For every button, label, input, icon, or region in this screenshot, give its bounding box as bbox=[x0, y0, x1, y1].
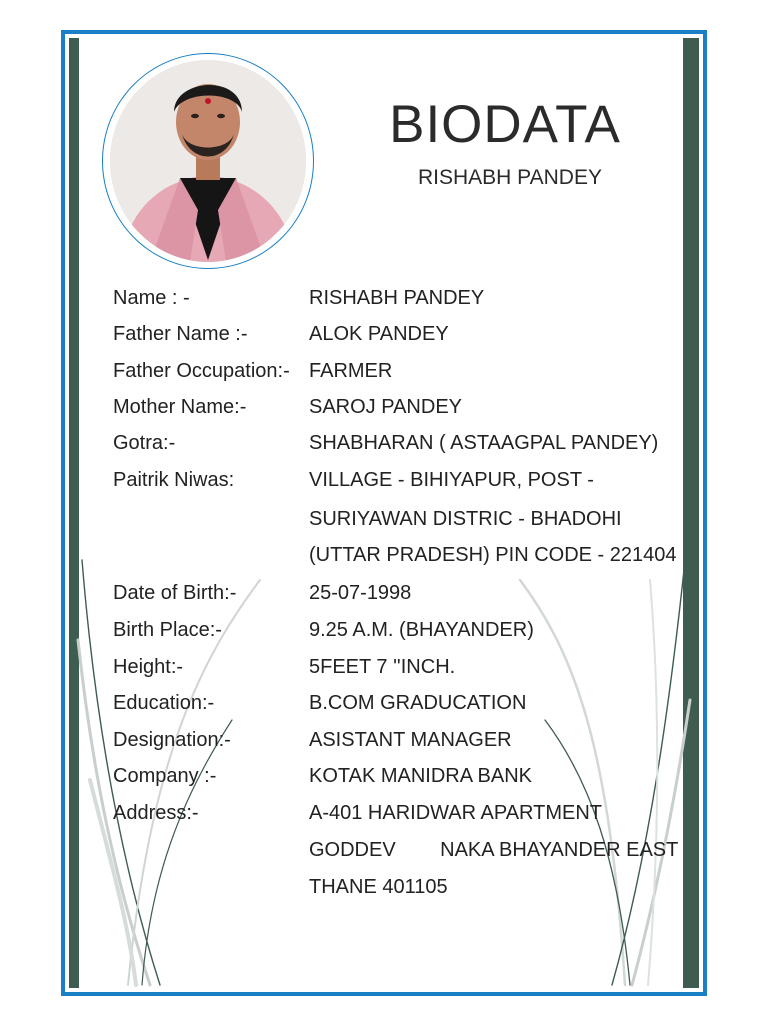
field-value: SAROJ PANDEY bbox=[309, 396, 462, 418]
field-label: Date of Birth:- bbox=[113, 582, 237, 604]
field-label: Height:- bbox=[113, 656, 184, 678]
field-value: 9.25 A.M. (BHAYANDER) bbox=[309, 619, 534, 641]
field-value: GODDEV NAKA BHAYANDER EAST bbox=[309, 839, 679, 861]
field-label: Birth Place:- bbox=[113, 619, 222, 641]
field-value: VILLAGE - BIHIYAPUR, POST - bbox=[309, 469, 594, 491]
field-value: KOTAK MANIDRA BANK bbox=[309, 765, 533, 787]
field-label: Designation:- bbox=[113, 729, 231, 751]
field-value: A-401 HARIDWAR APARTMENT bbox=[309, 802, 603, 824]
page-subtitle: RISHABH PANDEY bbox=[418, 166, 602, 189]
field-label: Name : - bbox=[113, 287, 190, 309]
field-label: Paitrik Niwas: bbox=[113, 469, 235, 491]
profile-photo bbox=[110, 60, 306, 262]
field-label: Father Occupation:- bbox=[113, 360, 290, 382]
field-value: SURIYAWAN DISTRIC - BHADOHI bbox=[309, 508, 622, 530]
field-value: FARMER bbox=[309, 360, 393, 382]
field-value: ASISTANT MANAGER bbox=[309, 729, 512, 751]
field-label: Company :- bbox=[113, 765, 217, 787]
field-value: 25-07-1998 bbox=[309, 582, 412, 604]
field-value: (UTTAR PRADESH) PIN CODE - 221404 bbox=[309, 544, 677, 566]
field-value: 5FEET 7 ''INCH. bbox=[309, 656, 456, 678]
field-label: Gotra:- bbox=[113, 432, 176, 454]
field-label: Father Name :- bbox=[113, 323, 248, 345]
field-value: B.COM GRADUCATION bbox=[309, 692, 527, 714]
field-value: SHABHARAN ( ASTAAGPAL PANDEY) bbox=[309, 432, 659, 454]
field-label: Education:- bbox=[113, 692, 215, 714]
field-label: Address:- bbox=[113, 802, 199, 824]
field-value: RISHABH PANDEY bbox=[309, 287, 485, 309]
page-title: BIODATA bbox=[389, 95, 621, 154]
field-label: Mother Name:- bbox=[113, 396, 247, 418]
field-value: THANE 401105 bbox=[309, 876, 448, 898]
field-value: ALOK PANDEY bbox=[309, 323, 449, 345]
